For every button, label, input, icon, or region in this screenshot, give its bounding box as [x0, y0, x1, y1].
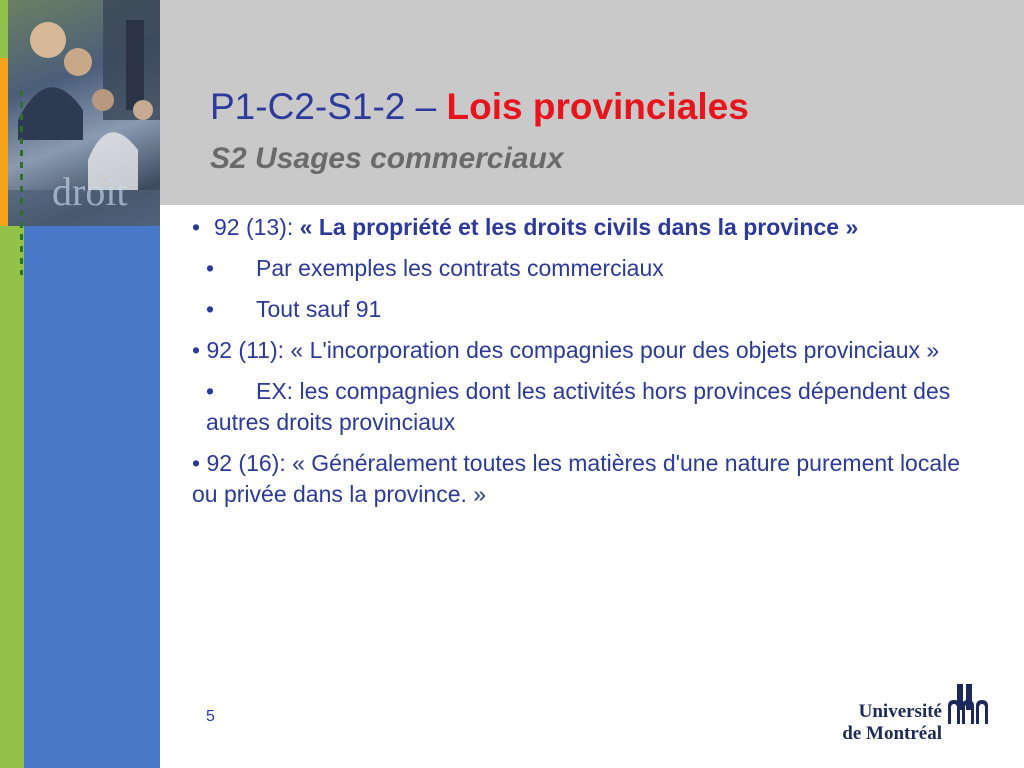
page-number: 5 — [206, 708, 215, 725]
title-accent: Lois provinciales — [446, 86, 749, 127]
universite-de-montreal-logo — [836, 684, 996, 746]
left-blue-column — [24, 205, 160, 768]
dotted-line — [20, 90, 23, 275]
bullet-marker: • — [192, 214, 201, 240]
sub-bullet-text: Tout sauf 91 — [256, 296, 382, 322]
slide-subtitle: S2 Usages commerciaux — [210, 142, 564, 175]
logo-line-1: Université — [858, 701, 942, 722]
photo-watermark-word: droit — [52, 169, 128, 214]
bullet-92-16: • 92 (16): « Généralement toutes les matières d'une nature purement locale ou privée dans la province. » — [192, 450, 961, 507]
slide-content — [192, 212, 962, 520]
sub-bullet-text: EX: les compagnies dont les activités hors provinces dépendent des autres droits provinciaux — [206, 378, 951, 435]
udem-emblem-icon — [948, 684, 988, 724]
left-orange-strip — [0, 58, 8, 226]
bullet-prefix: 92 (13): — [214, 214, 300, 240]
slide-title — [210, 86, 749, 128]
sub-bullet-text: Par exemples les contrats commerciaux — [256, 255, 664, 281]
bullet-marker: • — [206, 378, 215, 404]
bullet-marker: • — [206, 296, 215, 322]
bullet-92-13 — [192, 212, 962, 243]
bullet-92-11: • 92 (11): « L'incorporation des compagnies pour des objets provinciaux » — [192, 337, 940, 363]
logo-text — [836, 701, 942, 745]
header-photo — [8, 0, 160, 226]
sub-bullet-contrats — [206, 253, 962, 284]
sub-bullet-ex — [206, 376, 962, 438]
title-prefix: P1-C2-S1-2 – — [210, 86, 447, 127]
sub-bullet-tout-sauf — [206, 294, 962, 325]
bullet-marker: • — [206, 255, 215, 281]
logo-line-2: de Montréal — [842, 723, 942, 744]
bullet-bold-quote: « La propriété et les droits civils dans la province » — [299, 214, 859, 240]
